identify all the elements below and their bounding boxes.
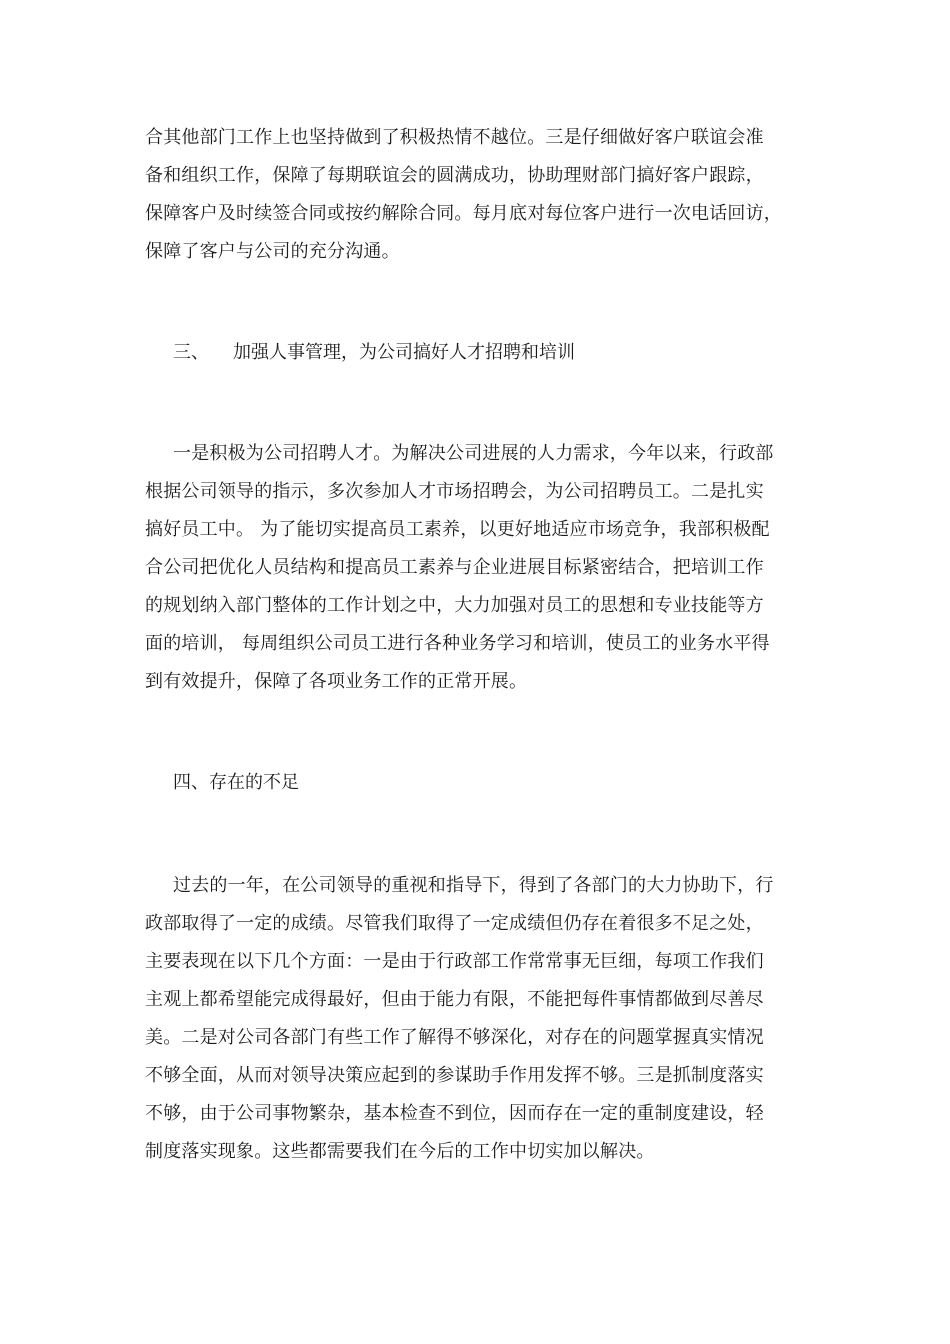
text-line: 不够，由于公司事物繁杂，基本检查不到位，因而存在一定的重制度建设，轻 xyxy=(145,1103,764,1124)
text-line: 到有效提升，保障了各项业务工作的正常开展。 xyxy=(145,671,528,692)
text-line: 搞好员工中。 为了能切实提高员工素养，以更好地适应市场竞争，我部积极配 xyxy=(145,519,770,540)
text-line: 美。二是对公司各部门有些工作了解得不够深化，对存在的问题掌握真实情况 xyxy=(145,1027,764,1048)
text-line: 合公司把优化人员结构和提高员工素养与企业进展目标紧密结合，把培训工作 xyxy=(145,557,764,578)
text-line: 备和组织工作，保障了每期联谊会的圆满成功，协助理财部门搞好客户跟踪， xyxy=(145,165,764,186)
text-line: 的规划纳入部门整体的工作计划之中，大力加强对员工的思想和专业技能等方 xyxy=(145,595,764,616)
text-line: 根据公司领导的指示，多次参加人才市场招聘会，为公司招聘员工。二是扎实 xyxy=(145,481,764,502)
text-line: 一是积极为公司招聘人才。为解决公司进展的人力需求，今年以来，行政部 xyxy=(173,443,774,464)
text-line: 不够全面，从而对领导决策应起到的参谋助手作用发挥不够。三是抓制度落实 xyxy=(145,1065,764,1086)
text-line: 过去的一年，在公司领导的重视和指导下，得到了各部门的大力协助下，行 xyxy=(173,875,774,896)
text-line: 主观上都希望能完成得最好，但由于能力有限，不能把每件事情都做到尽善尽 xyxy=(145,989,764,1010)
section-heading: 四、存在的不足 xyxy=(173,772,299,793)
text-line: 政部取得了一定的成绩。尽管我们取得了一定成绩但仍存在着很多不足之处， xyxy=(145,913,764,934)
section-heading: 加强人事管理，为公司搞好人才招聘和培训 xyxy=(233,342,575,363)
text-line: 面的培训， 每周组织公司员工进行各种业务学习和培训，使员工的业务水平得 xyxy=(145,633,770,654)
text-line: 主要表现在以下几个方面：一是由于行政部工作常常事无巨细，每项工作我们 xyxy=(145,951,764,972)
text-line: 合其他部门工作上也坚持做到了积极热情不越位。三是仔细做好客户联谊会准 xyxy=(145,127,764,148)
text-line: 保障了客户与公司的充分沟通。 xyxy=(145,241,400,262)
text-line: 制度落实现象。这些都需要我们在今后的工作中切实加以解决。 xyxy=(145,1141,655,1162)
section-number: 三、 xyxy=(173,342,209,363)
text-line: 保障客户及时续签合同或按约解除合同。每月底对每位客户进行一次电话回访， xyxy=(145,203,782,224)
